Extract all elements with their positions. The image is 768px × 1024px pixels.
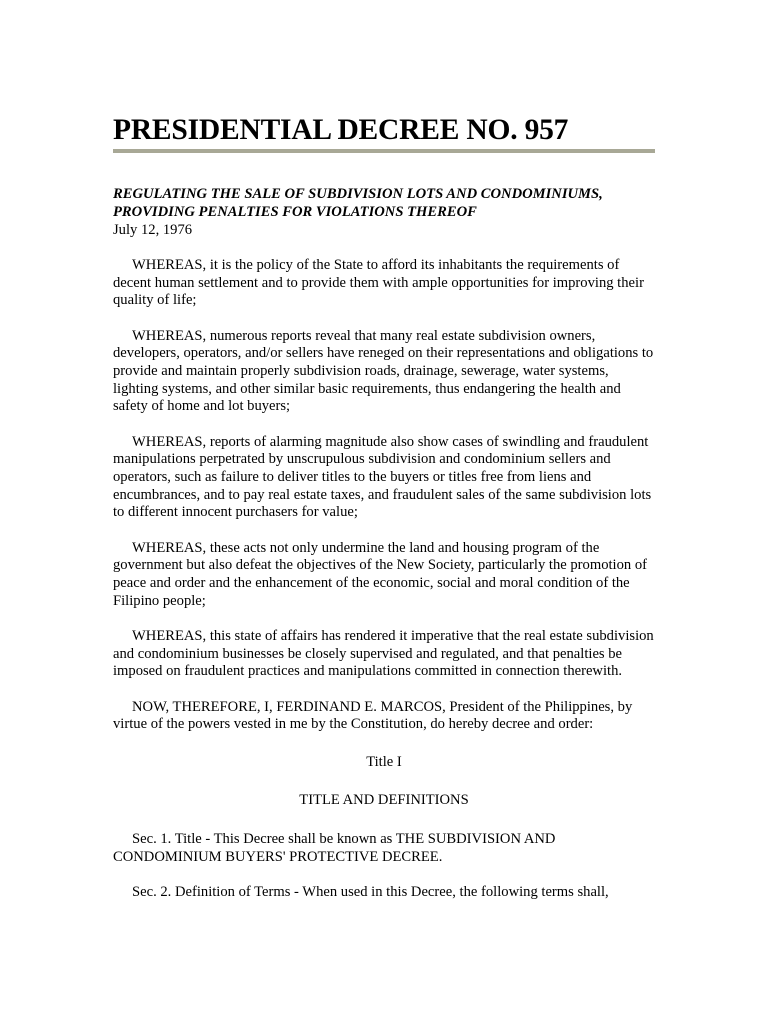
title-heading: Title I	[366, 754, 402, 771]
whereas-paragraph-2: WHEREAS, numerous reports reveal that many real estate subdivision owners, developers, operators, and/or sellers have reneged on their representations and obligations to provide and maintain properly subdivision roads, drainage, sewerage, water systems, lighting systems, and other similar basic requirements, thus endangering the health and safety of home and lot buyers;	[113, 327, 654, 415]
document-date: July 12, 1976	[113, 222, 193, 238]
title-divider	[113, 149, 655, 153]
now-therefore-paragraph: NOW, THEREFORE, I, FERDINAND E. MARCOS, President of the Philippines, by virtue of the powers vested in me by the Constitution, do hereby decree and order:	[113, 698, 633, 733]
section-2: Sec. 2. Definition of Terms - When used in this Decree, the following terms shall,	[132, 884, 609, 901]
document-page	[113, 112, 655, 902]
whereas-paragraph-4: WHEREAS, these acts not only undermine the land and housing program of the government but also defeat the objectives of the New Society, particularly the promotion of peace and order and the enhancement of the economic, social and moral condition of the Filipino people;	[113, 539, 647, 609]
section-1: Sec. 1. Title - This Decree shall be known as THE SUBDIVISION AND CONDOMINIUM BUYERS' PROTECTIVE DECREE.	[113, 831, 556, 865]
document-subtitle: REGULATING THE SALE OF SUBDIVISION LOTS AND CONDOMINIUMS, PROVIDING PENALTIES FOR VIOLATIONS THEREOF	[113, 186, 603, 220]
title-subheading: TITLE AND DEFINITIONS	[299, 791, 469, 808]
whereas-paragraph-1: WHEREAS, it is the policy of the State to afford its inhabitants the requirements of decent human settlement and to provide them with ample opportunities for improving their quality of life;	[113, 257, 644, 309]
whereas-paragraph-3: WHEREAS, reports of alarming magnitude also show cases of swindling and fraudulent manipulations perpetrated by unscrupulous subdivision and condominium sellers and operators, such as failure to deliver titles to the buyers or titles free from liens and encumbrances, and to pay real estate taxes, and fraudulent sales of the same subdivision lots to different innocent purchasers for value;	[113, 433, 652, 521]
document-title: PRESIDENTIAL DECREE NO. 957	[113, 114, 569, 146]
whereas-paragraph-5: WHEREAS, this state of affairs has rendered it imperative that the real estate subdivision and condominium businesses be closely supervised and regulated, and that penalties be imposed on fraudulent practices and manipulations committed in connection therewith.	[113, 628, 654, 680]
